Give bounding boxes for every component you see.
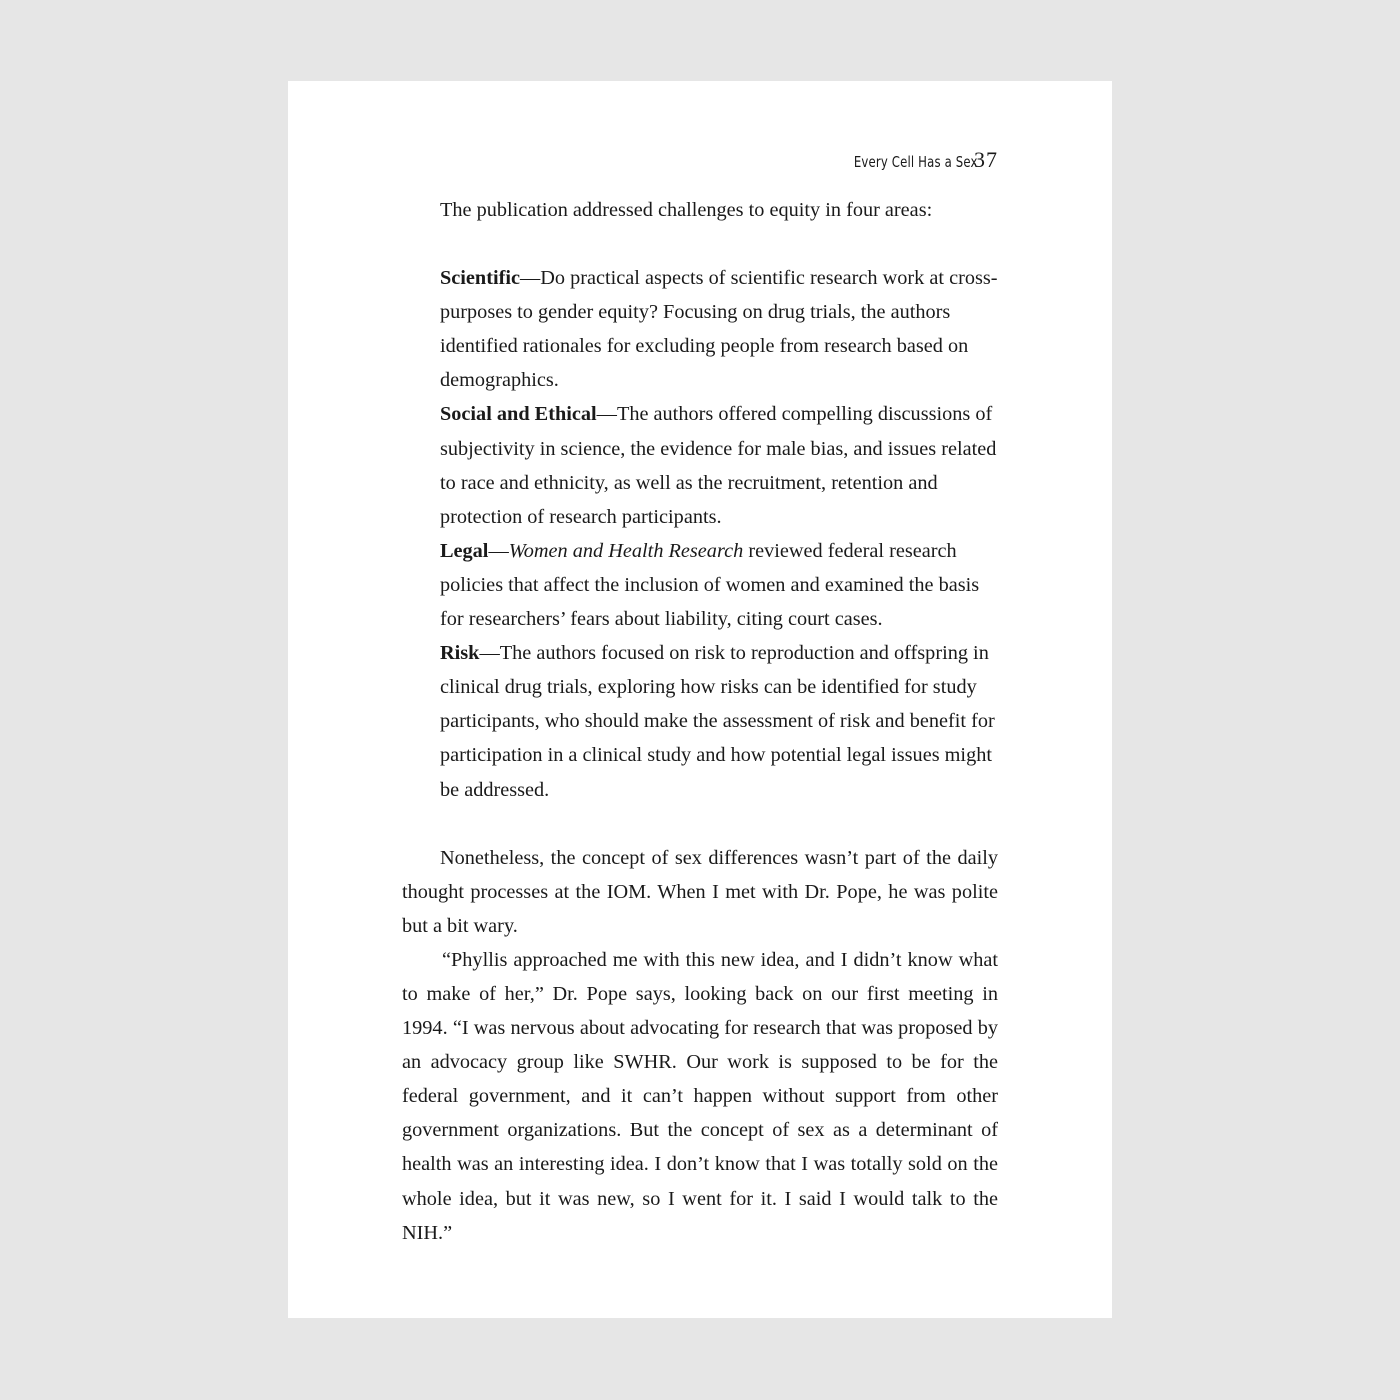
area-dash: — bbox=[479, 642, 500, 665]
area-text-legal: reviewed federal research policies that affect the inclusion of women and examined the basis for researchers’ fears about liability, citing court cases. bbox=[440, 539, 980, 631]
area-legal bbox=[440, 534, 998, 636]
area-term-legal: Legal bbox=[440, 539, 489, 562]
area-dash: — bbox=[596, 403, 617, 426]
area-dash: — bbox=[488, 539, 509, 562]
book-page bbox=[288, 81, 1112, 1318]
area-scientific bbox=[440, 261, 998, 397]
lead-sentence: The publication addressed challenges to equity in four areas: bbox=[440, 199, 933, 221]
area-dash: — bbox=[519, 267, 541, 290]
area-term-scientific: Scientific bbox=[440, 267, 520, 290]
paragraph-pope-quote: “Phyllis approached me with this new idea, and I didn’t know what to make of her,” Dr. Pope says, looking back on our first meeting in 1994. “I was nervous about advocating for research that was proposed by an advocacy group like SWHR. Our work is supposed to be for the federal government, and it can’t happen without support from other government organizations. But the concept of sex as a determinant of health was an interesting idea. I don’t know that I was totally sold on the whole idea, but it was new, so I went for it. I said I would talk to the NIH.” bbox=[402, 948, 998, 1244]
paragraph-nonetheless: Nonetheless, the concept of sex differences wasn’t part of the daily thought processes at the IOM. When I met with Dr. Pope, he was polite but a bit wary. bbox=[402, 846, 998, 937]
area-text-scientific: Do practical aspects of scientific research work at cross-purposes to gender equity? Focusing on drug trials, the authors identified rationales for excluding people from research based on demographics. bbox=[440, 267, 998, 392]
running-head bbox=[819, 147, 998, 175]
area-social-ethical bbox=[440, 397, 998, 533]
area-text-risk: The authors focused on risk to reproduction and offspring in clinical drug trials, exploring how risks can be identified for study participants, who should make the assessment of risk and benefit for participation in a clinical study and how potential legal issues might be addressed. bbox=[440, 642, 995, 801]
equity-areas-list bbox=[440, 261, 998, 807]
running-title: Every Cell Has a Sex bbox=[854, 153, 978, 171]
page-number: 37 bbox=[974, 147, 998, 172]
area-term-risk: Risk bbox=[440, 642, 480, 665]
body-text bbox=[402, 193, 998, 1250]
area-risk bbox=[440, 636, 998, 806]
area-text-social-ethical: The authors offered compelling discussions of subjectivity in science, the evidence for male bias, and issues related to race and ethnicity, as well as the recruitment, retention and protection of research participants. bbox=[440, 403, 997, 528]
book-title-women-health-research: Women and Health Research bbox=[508, 539, 744, 562]
area-term-social-ethical: Social and Ethical bbox=[440, 403, 597, 426]
